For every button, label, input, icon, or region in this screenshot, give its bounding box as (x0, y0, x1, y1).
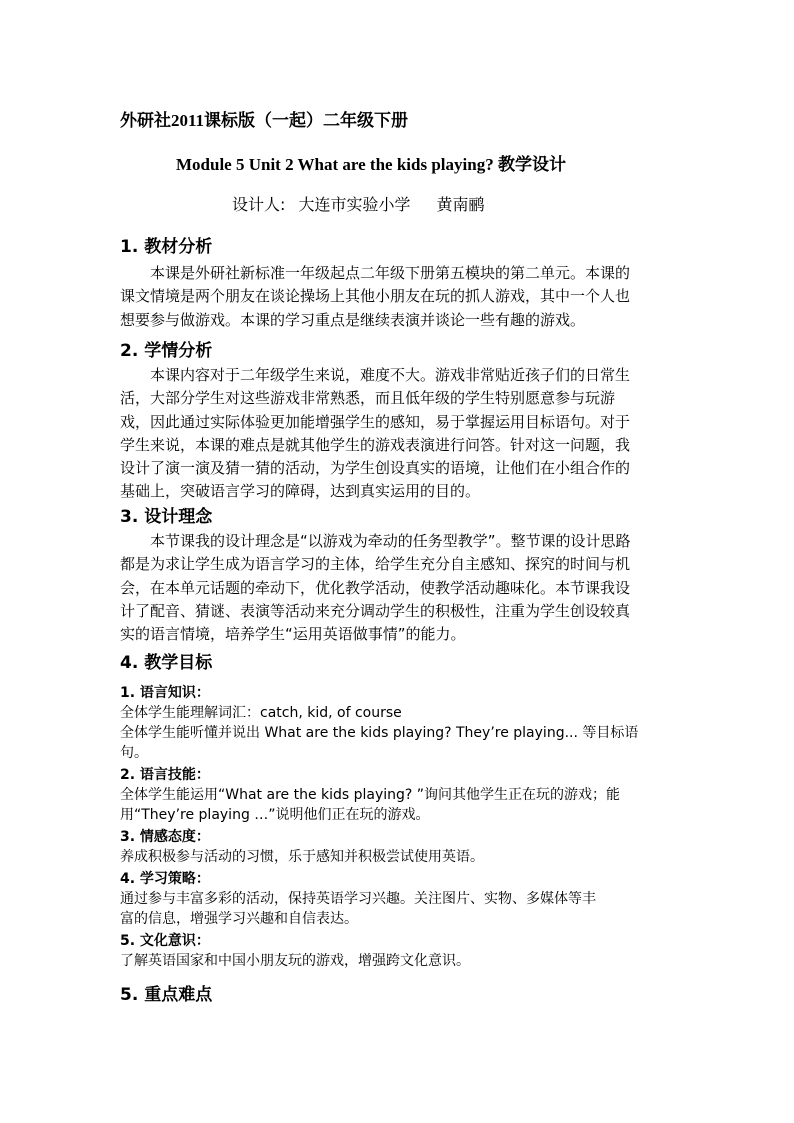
paragraph-line: 都是为求让学生成为语言学习的主体，给学生充分自主感知、探究的时间与机 (120, 555, 631, 574)
objective-line: 全体学生能听懂并说出 What are the kids playing? They’re playing... 等目标语 (120, 725, 639, 741)
objective-line: 用“They’re playing …”说明他们正在玩的游戏。 (120, 807, 430, 823)
paragraph-line: 实的语言情境，培养学生“运用英语做事情”的能力。 (120, 625, 466, 644)
designer-label: 设计人: (232, 195, 286, 214)
paragraph-line: 本节课我的设计理念是“以游戏为牵动的任务型教学”。整节课的设计思路 (150, 532, 631, 550)
designer-name: 黄南鹂 (436, 195, 485, 214)
designer-line (232, 192, 485, 215)
objective-line-justified (120, 722, 674, 742)
section-heading-4: 4. 教学目标 (120, 653, 213, 673)
designer-school: 大连市实验小学 (298, 195, 411, 214)
objective-label-1: 1. 语言知识： (120, 685, 210, 701)
paragraph-line: 戏，因此通过实际体验更加能增强学生的感知，易于掌握运用目标语句。对于 (120, 412, 631, 431)
objective-line: 全体学生能理解词汇：catch, kid, of course (120, 705, 402, 721)
paragraph-line: 本课内容对于二年级学生来说，难度不大。游戏非常贴近孩子们的日常生 (150, 366, 631, 384)
objective-label-2: 2. 语言技能： (120, 767, 210, 783)
paragraph-line: 基础上，突破语言学习的障碍，达到真实运用的目的。 (120, 482, 481, 501)
paragraph-line: 设计了演一演及猜一猜的活动，为学生创设真实的语境，让他们在小组合作的 (120, 459, 631, 478)
objective-line: 富的信息，增强学习兴趣和自信表达。 (120, 911, 358, 927)
paragraph-line: 本课是外研社新标准一年级起点二年级下册第五模块的第二单元。本课的 (150, 264, 631, 282)
objective-line: 通过参与丰富多彩的活动，保持英语学习兴趣。关注图片、实物、多媒体等丰 (120, 891, 596, 907)
section-heading-1: 1. 教材分析 (120, 237, 213, 257)
paragraph-line: 想要参与做游戏。本课的学习重点是继续表演并谈论一些有趣的游戏。 (120, 310, 586, 329)
objective-line: 了解英语国家和中国小朋友玩的游戏，增强跨文化意识。 (120, 953, 470, 969)
document-header: 外研社2011课标版（一起）二年级下册 (120, 111, 409, 130)
section-heading-5: 5. 重点难点 (120, 985, 213, 1005)
section-body-1 (120, 262, 676, 332)
paragraph-line: 活，大部分学生对这些游戏非常熟悉，而且低年级的学生特别愿意参与玩游 (120, 389, 616, 408)
objective-line: 养成积极参与活动的习惯，乐于感知并积极尝试使用英语。 (120, 849, 484, 865)
section-heading-2: 2. 学情分析 (120, 341, 213, 361)
objective-line: 句。 (120, 745, 148, 761)
paragraph-line: 计了配音、猜谜、表演等活动来充分调动学生的积极性，注重为学生创设较真 (120, 601, 631, 620)
objective-label-3: 3. 情感态度： (120, 829, 210, 845)
objective-label-5: 5. 文化意识： (120, 933, 210, 949)
paragraph-line: 学生来说，本课的难点是就其他学生的游戏表演进行问答。针对这一问题，我 (120, 435, 631, 454)
section-heading-3: 3. 设计理念 (120, 507, 213, 527)
paragraph-line: 课文情境是两个朋友在谈论操场上其他小朋友在玩的抓人游戏，其中一个人也 (120, 287, 631, 306)
page-title: Module 5 Unit 2 What are the kids playing? 教学设计 (176, 155, 566, 174)
section-body-2 (120, 364, 676, 504)
section-body-3 (120, 530, 676, 646)
objective-label-4: 4. 学习策略： (120, 871, 210, 887)
objective-line: 全体学生能运用“What are the kids playing? ”询问其他学生正在玩的游戏；能 (120, 787, 621, 803)
paragraph-line: 会，在本单元话题的牵动下，优化教学活动，使教学活动趣味化。本节课我设 (120, 578, 631, 597)
